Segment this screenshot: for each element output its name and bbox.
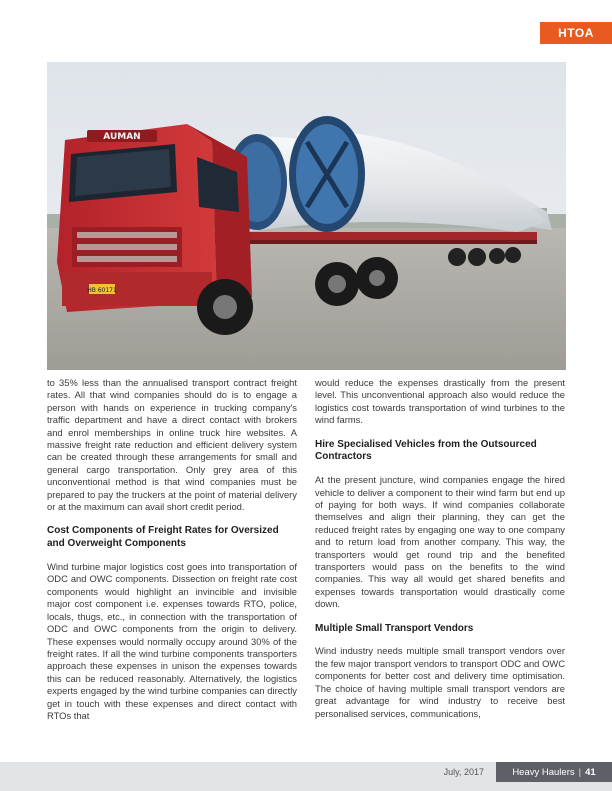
footer-separator: | [578,766,582,778]
section-tag: HTOA [540,22,612,44]
section-heading: Cost Components of Freight Rates for Oversized and Overweight Components [47,525,279,550]
footer-date: July, 2017 [443,767,484,777]
body-paragraph: Wind industry needs multiple small transport vendors over the few major transport vendors to transport ODC and OWC components for better cost and delivery time optimisation. The choice of having multiple small transport vendors are great advantage for wind industry to receive best personalised services, communications, [315,645,565,719]
body-paragraph: to 35% less than the annualised transport contract freight rates. All that wind companies should do is to engage a person with hands on experience in trucking company's traffic department and have a direct contact with brokers and enrol memberships in online truck hire websites. A massive freight rate reduction and efficient delivery system can be created through these arrangements for small and general cargo transportation. Only grey area of this unconventional method is that wind companies must be prepared to pay the truckers at the point of material delivery or at the maximum can avail short credit period. [47,377,297,513]
left-column [47,377,297,734]
right-column [315,377,565,732]
license-plate-text: HB 60171 [87,287,117,294]
body-paragraph: Wind turbine major logistics cost goes into transportation of ODC and OWC components. Dissection on freight rate cost components would highlight an invincible and invisible major cost component i.e. expenses towards RTO, police, locals, thugs, etc., in connection with the transportation of ODC and OWC components from the origin to delivery. These expenses would normally occupy around 30% of the freight rates. If all the wind turbine components transporters approach these expenses in unison the expenses towards this can be reduced reasonably. Alternatively, the logistics experts engaged by the wind turbine companies can directly get in touch with these expenses and direct contact with RTOs that [47,561,297,721]
body-paragraph: At the present juncture, wind companies engage the hired vehicle to deliver a component to their wind farm but end up of paying for both ways. If wind companies collaborate themselves and align their planning, they can get the reduced freight rates by engaging one way to one company and to return load from another company. This way, the transporters would get round trip and the benefited transporters would pass on the benefits to the wind companies. This way all would get shared benefits and expenses towards transportation would drastically come down. [315,474,565,610]
article-photo [47,62,566,370]
body-paragraph: would reduce the expenses drastically from the present level. This unconventional approach also would reduce the logistics cost towards transportation of wind turbines to the wind farms. [315,377,565,426]
page-number: 41 [585,766,596,778]
wind-blade-truck-image [47,62,566,370]
section-heading: Multiple Small Transport Vendors [315,622,474,634]
section-heading: Hire Specialised Vehicles from the Outsourced Contractors [315,438,537,463]
cab-brand-text: AUMAN [103,132,141,142]
publication-name: Heavy Haulers [512,766,575,778]
footer-publication-box [496,762,612,782]
